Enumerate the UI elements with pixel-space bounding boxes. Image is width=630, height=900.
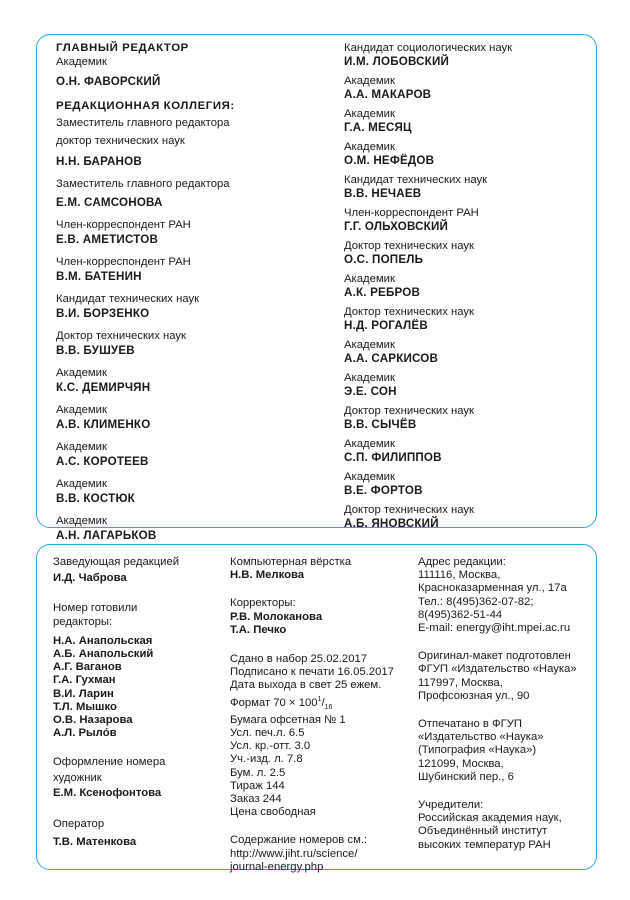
address-block (418, 718, 593, 784)
design-name: Е.М. Ксенофонтова (53, 786, 162, 799)
editor-name: А.Б. Анапольский (53, 648, 154, 661)
member-role: Доктор технических наук (344, 405, 475, 417)
member-name: А.К. РЕБРОВ (344, 286, 421, 299)
member-name: И.М. ЛОБОВСКИЙ (344, 55, 450, 68)
imprint-line: Подписано к печати 16.05.2017 (230, 666, 394, 679)
editorial-left-column (56, 42, 326, 542)
member-name: А.Н. ЛАГАРЬКОВ (56, 529, 157, 542)
address-blocks (418, 556, 593, 852)
proofreader-name: Т.А. Печко (230, 623, 287, 636)
member-name: К.С. ДЕМИРЧЯН (56, 381, 151, 394)
address-line: Отпечатано в ФГУП (418, 718, 523, 731)
imprint-line: Сдано в набор 25.02.2017 (230, 653, 368, 666)
member-name: А.А. САРКИСОВ (344, 352, 439, 365)
member-role: Академик (344, 273, 395, 285)
address-block (418, 650, 593, 703)
member-role: Академик (56, 441, 107, 453)
member-name: А.А. МАКАРОВ (344, 88, 432, 101)
member-role: Кандидат технических наук (56, 293, 200, 305)
address-line: E-mail: energy@iht.mpei.ac.ru (418, 622, 571, 635)
imprint-line: Бумага офсетная № 1 (230, 713, 346, 726)
member-name: О.М. НЕФЁДОВ (344, 154, 435, 167)
editor-list (53, 635, 218, 741)
head-name: И.Д. Чаброва (53, 572, 127, 585)
deputy-role-2: доктор технических наук (56, 135, 185, 147)
editor-name: А.Г. Ваганов (53, 661, 122, 674)
member-name: А.Б. ЯНОВСКИЙ (344, 517, 439, 530)
production-column (230, 556, 410, 874)
imprint-list (230, 653, 410, 693)
member-role: Академик (344, 108, 395, 120)
address-line: Адрес редакции: (418, 556, 506, 568)
proofreader-name: Р.В. Молоканова (230, 610, 323, 623)
member-role: Доктор технических наук (344, 306, 475, 318)
format-sub: 16 (324, 703, 333, 711)
operator-name: Т.В. Матенкова (53, 836, 137, 849)
member-name: С.П. ФИЛИППОВ (344, 451, 442, 464)
design-role: Оформление номера (53, 756, 166, 769)
address-line: 117997, Москва, (418, 676, 503, 689)
address-line: Объединённый институт (418, 825, 548, 838)
member-role: Академик (344, 471, 395, 483)
address-line: Шубинский пер., 6 (418, 770, 514, 783)
member-role: Академик (56, 515, 107, 527)
address-line: Учредители: (418, 799, 484, 812)
format-sup: 1 (317, 695, 322, 703)
layout-role: Компьютерная вёрстка (230, 556, 352, 568)
member-role: Доктор технических наук (56, 330, 187, 342)
address-line: ФГУП «Издательство «Наука» (418, 663, 577, 676)
member-name: В.Е. ФОРТОВ (344, 484, 423, 497)
editor-name: Н.А. Анапольская (53, 634, 153, 647)
editor-name: Т.Л. Мышко (53, 700, 117, 713)
member-role: Кандидат социологических наук (344, 42, 513, 54)
staff-column (53, 556, 218, 849)
chief-editor-name: О.Н. ФАВОРСКИЙ (56, 75, 161, 88)
member-name: Е.В. АМЕТИСТОВ (56, 233, 159, 246)
address-column (418, 556, 593, 852)
board-heading: РЕДАКЦИОННАЯ КОЛЛЕГИЯ: (56, 100, 235, 112)
proof-role: Корректоры: (230, 597, 296, 610)
member-role: Академик (344, 141, 395, 153)
deputy-name: Е.М. САМСОНОВА (56, 196, 163, 209)
proofreader-list (230, 611, 410, 637)
address-line: 8(495)362-51-44 (418, 608, 503, 621)
imprint-line: Цена свободная (230, 806, 316, 819)
chief-editor-role: Академик (56, 56, 107, 68)
member-role: Академик (56, 478, 107, 490)
member-role: Академик (56, 404, 107, 416)
right-member-list (344, 42, 594, 530)
imprint-line: Дата выхода в свет 25 ежем. (230, 679, 382, 692)
imprint-line: Усл. печ.л. 6.5 (230, 727, 305, 740)
member-name: В.В. КОСТЮК (56, 492, 135, 505)
address-line: высоких температур РАН (418, 838, 551, 851)
member-name: Н.Д. РОГАЛЁВ (344, 319, 428, 332)
contents-line: Содержание номеров см.: (230, 834, 368, 847)
contents-line: journal-energy.php (230, 860, 324, 873)
head-role: Заведующая редакцией (53, 556, 180, 568)
member-role: Академик (344, 438, 395, 450)
address-line: 111116, Москва, (418, 569, 501, 582)
editorial-right-column (344, 42, 594, 530)
member-role: Член-корреспондент РАН (56, 256, 191, 268)
imprint-list-2 (230, 714, 410, 820)
imprint-line: Уч.-изд. л. 7.8 (230, 753, 303, 766)
imprint-line: Тираж 144 (230, 779, 285, 792)
member-name: В.И. БОРЗЕНКО (56, 307, 150, 320)
format-slash: / (321, 696, 325, 709)
editor-name: В.И. Ларин (53, 687, 114, 700)
member-role: Доктор технических наук (344, 504, 475, 516)
address-line: «Издательство «Наука» (418, 731, 544, 744)
format-line (230, 693, 410, 714)
prepared-role-2: редакторы: (53, 615, 113, 628)
member-role: Академик (344, 372, 395, 384)
format-text: Формат 70 × 100 (230, 696, 318, 709)
layout-name: Н.В. Мелкова (230, 569, 305, 582)
address-line: Красноказарменная ул., 17а (418, 582, 567, 595)
contents-line: http://www.jiht.ru/science/ (230, 847, 358, 860)
member-role: Доктор технических наук (344, 240, 475, 252)
operator-role: Оператор (53, 818, 105, 831)
editor-name: Г.А. Гухман (53, 674, 116, 687)
deputy-name: Н.Н. БАРАНОВ (56, 155, 142, 168)
imprint-line: Бум. л. 2.5 (230, 766, 286, 779)
prepared-role: Номер готовили (53, 602, 138, 615)
deputy-role: Заместитель главного редактора (56, 117, 230, 129)
address-line: Профсоюзная ул., 90 (418, 689, 530, 702)
member-name: О.С. ПОПЕЛЬ (344, 253, 424, 266)
member-name: Э.Е. СОН (344, 385, 397, 398)
member-role: Кандидат технических наук (344, 174, 488, 186)
address-line: 121099, Москва, (418, 757, 504, 770)
member-name: В.В. СЫЧЁВ (344, 418, 417, 431)
member-role: Академик (344, 339, 395, 351)
address-line: Тел.: 8(495)362-07-82; (418, 595, 534, 608)
imprint-line: Заказ 244 (230, 793, 282, 806)
member-name: В.В. НЕЧАЕВ (344, 187, 422, 200)
member-name: В.М. БАТЕНИН (56, 270, 142, 283)
contents-link-block (230, 834, 410, 874)
member-name: В.В. БУШУЕВ (56, 344, 135, 357)
address-line: Оригинал-макет подготовлен (418, 650, 571, 663)
member-name: А.В. КЛИМЕНКО (56, 418, 151, 431)
member-role: Академик (56, 367, 107, 379)
member-name: Г.А. МЕСЯЦ (344, 121, 412, 134)
editor-name: А.Л. Рыло́в (53, 727, 117, 740)
design-role-2: художник (53, 771, 102, 784)
deputy-role: Заместитель главного редактора (56, 178, 230, 190)
member-role: Член-корреспондент РАН (56, 219, 191, 231)
member-name: Г.Г. ОЛЬХОВСКИЙ (344, 220, 449, 233)
address-block (418, 799, 593, 852)
address-block (418, 556, 593, 635)
address-line: (Типография «Наука») (418, 744, 537, 757)
left-member-list (56, 219, 326, 542)
address-line: Российская академия наук, (418, 812, 562, 825)
member-name: А.С. КОРОТЕЕВ (56, 455, 149, 468)
chief-editor-heading: ГЛАВНЫЙ РЕДАКТОР (56, 42, 189, 54)
imprint-line: Усл. кр.-отт. 3.0 (230, 740, 311, 753)
editor-name: О.В. Назарова (53, 714, 133, 727)
member-role: Академик (344, 75, 395, 87)
member-role: Член-корреспондент РАН (344, 207, 479, 219)
